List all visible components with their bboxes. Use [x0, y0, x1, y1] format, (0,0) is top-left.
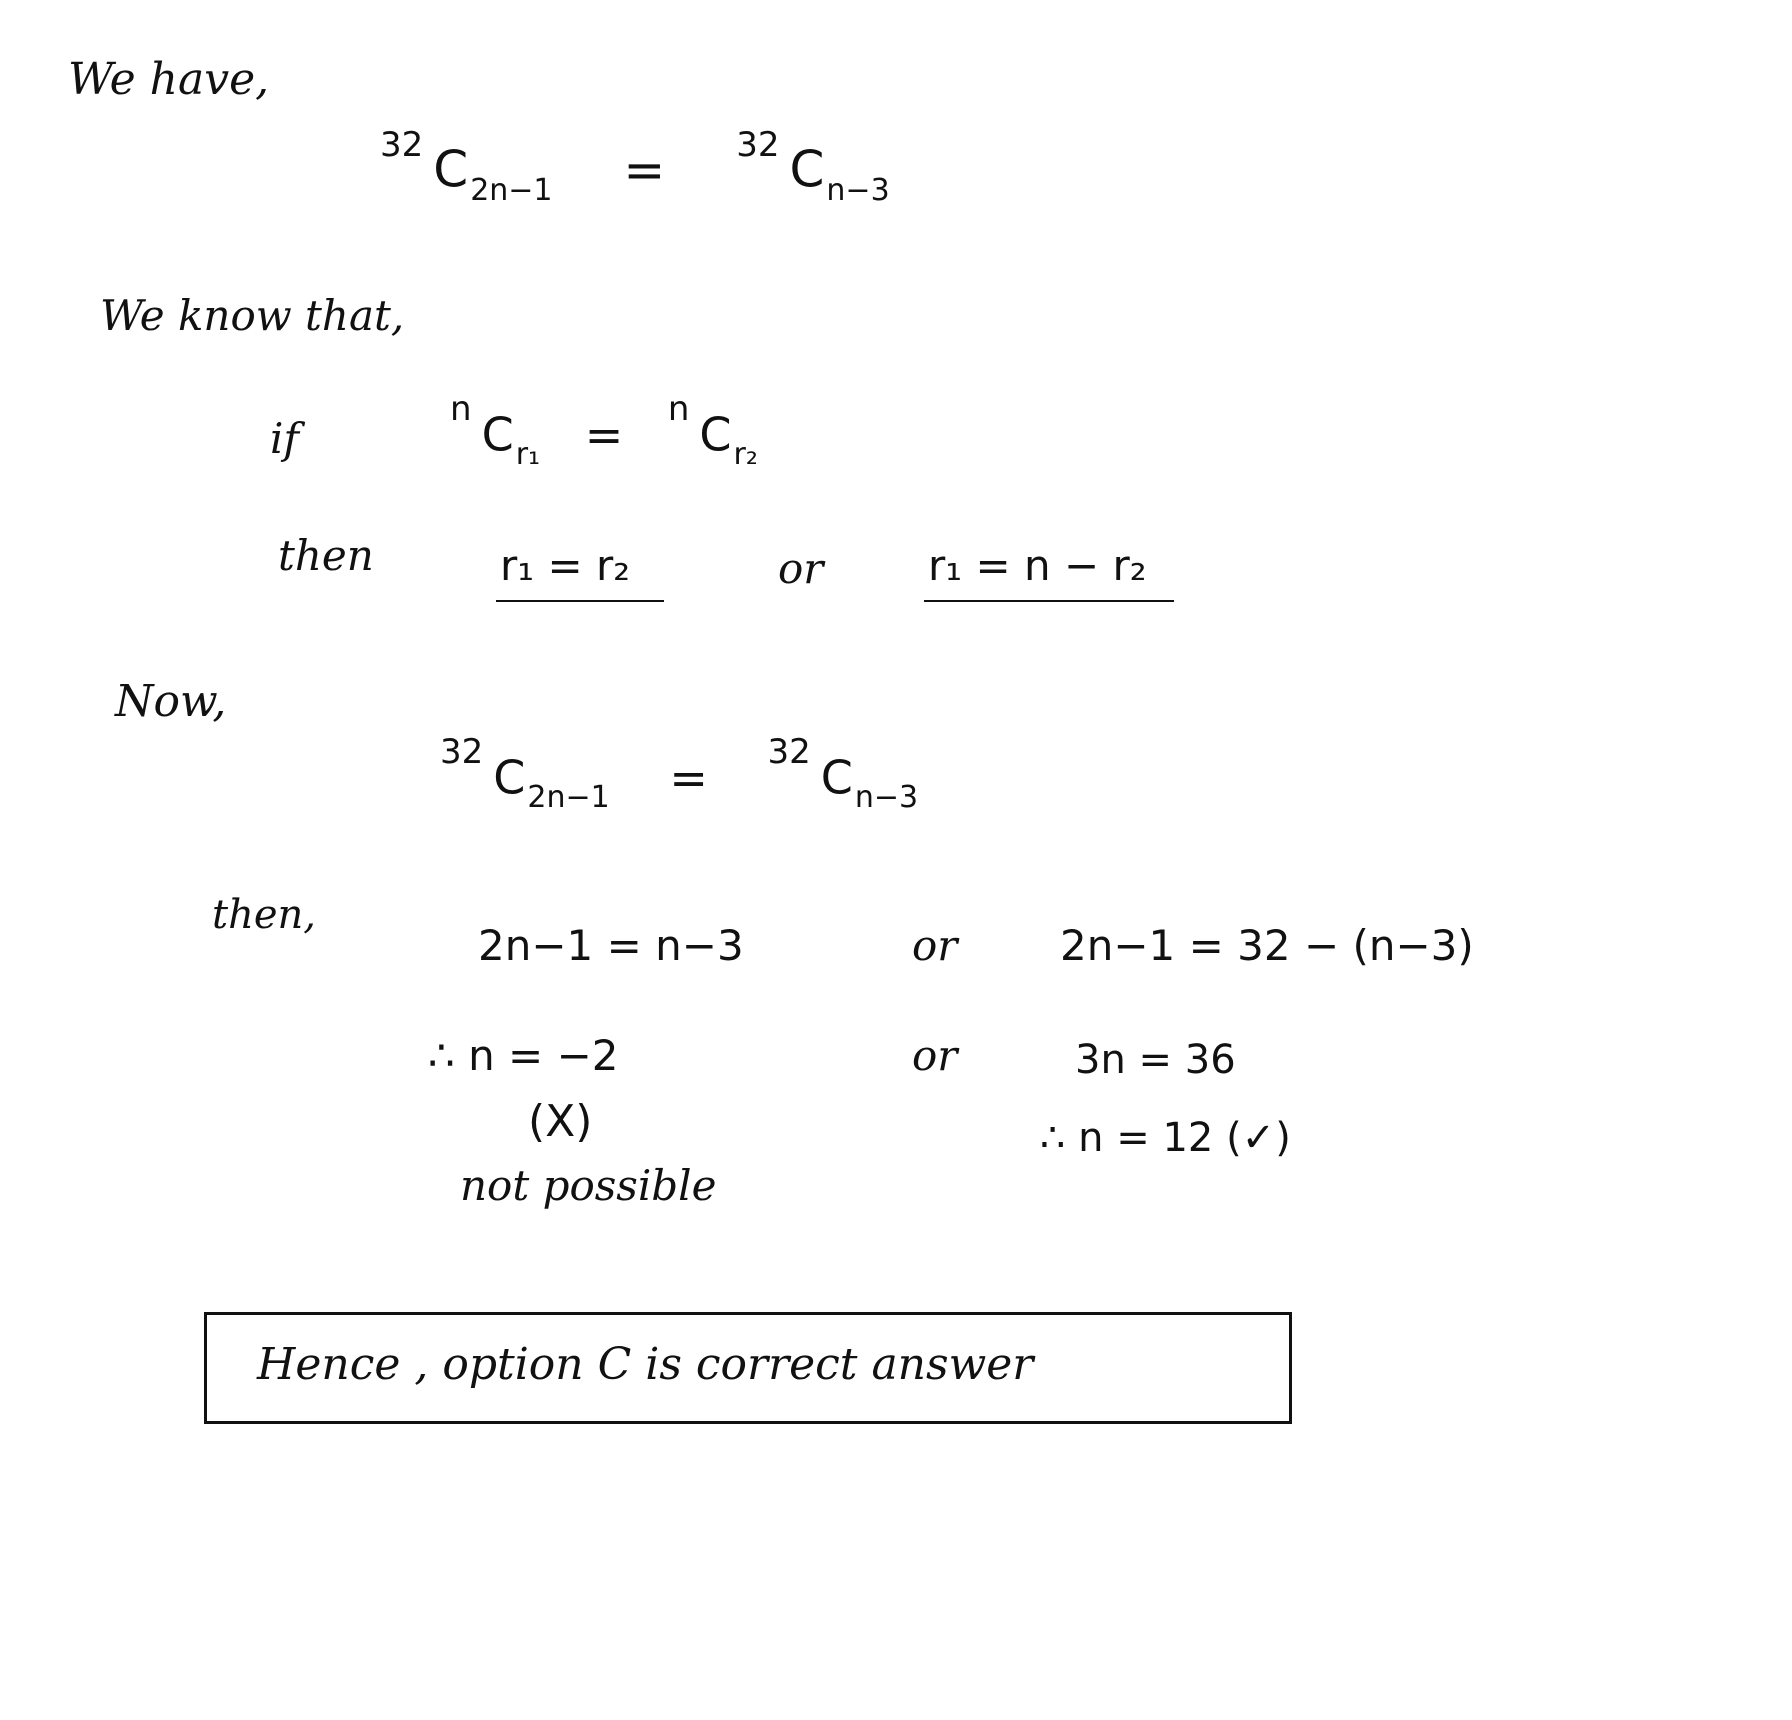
right-equation-1: 2n−1 = 32 − (n−3)	[1060, 921, 1474, 970]
property-equation	[450, 389, 758, 473]
case-two-underline	[924, 600, 1174, 602]
left-equation-2: ∴ n = −2	[428, 1031, 619, 1080]
then-text: then,	[212, 892, 316, 938]
case-one-underline	[496, 600, 664, 602]
rejected-mark: (X)	[528, 1096, 593, 1147]
applied-lhs-superscript: 32	[440, 732, 484, 772]
intro-text: We have,	[68, 54, 270, 105]
or-word-2: or	[912, 1031, 958, 1080]
now-text: Now,	[115, 676, 227, 727]
property-rhs-superscript: n	[667, 389, 690, 429]
given-rhs-superscript: 32	[736, 125, 780, 165]
property-lhs-superscript: n	[450, 389, 472, 429]
applied-rhs-subscript: n−3	[854, 780, 919, 816]
applied-equals: =	[669, 750, 708, 805]
given-lhs-superscript: 32	[380, 125, 424, 165]
if-word: if	[270, 414, 299, 463]
case-one: r₁ = r₂	[500, 541, 631, 590]
right-equation-3: ∴ n = 12 (✓)	[1040, 1115, 1291, 1161]
property-lhs-subscript: r₁	[515, 437, 541, 473]
applied-lhs-c: C	[493, 750, 526, 805]
applied-rhs-c: C	[820, 750, 853, 805]
property-rhs-c: C	[699, 407, 732, 462]
given-rhs-c: C	[789, 140, 825, 199]
then-word: then	[278, 531, 374, 580]
know-text: We know that,	[100, 291, 405, 340]
or-word-1: or	[912, 921, 958, 970]
applied-lhs-subscript: 2n−1	[527, 780, 610, 816]
given-lhs-c: C	[433, 140, 469, 199]
given-equation	[380, 125, 890, 209]
property-rhs-subscript: r₂	[733, 437, 758, 473]
right-equation-2: 3n = 36	[1075, 1037, 1236, 1083]
property-lhs-c: C	[481, 407, 514, 462]
given-rhs-subscript: n−3	[826, 173, 890, 209]
given-lhs-subscript: 2n−1	[470, 173, 553, 209]
given-equals: =	[623, 140, 666, 199]
conclusion-box	[204, 1312, 1292, 1424]
applied-equation	[440, 732, 919, 816]
property-equals: =	[584, 407, 624, 462]
conclusion-text: Hence , option C is correct answer	[257, 1339, 1034, 1390]
not-possible-text: not possible	[460, 1161, 717, 1210]
case-two: r₁ = n − r₂	[928, 541, 1147, 590]
applied-rhs-superscript: 32	[767, 732, 811, 772]
or-word: or	[778, 544, 824, 593]
left-equation-1: 2n−1 = n−3	[478, 921, 744, 970]
